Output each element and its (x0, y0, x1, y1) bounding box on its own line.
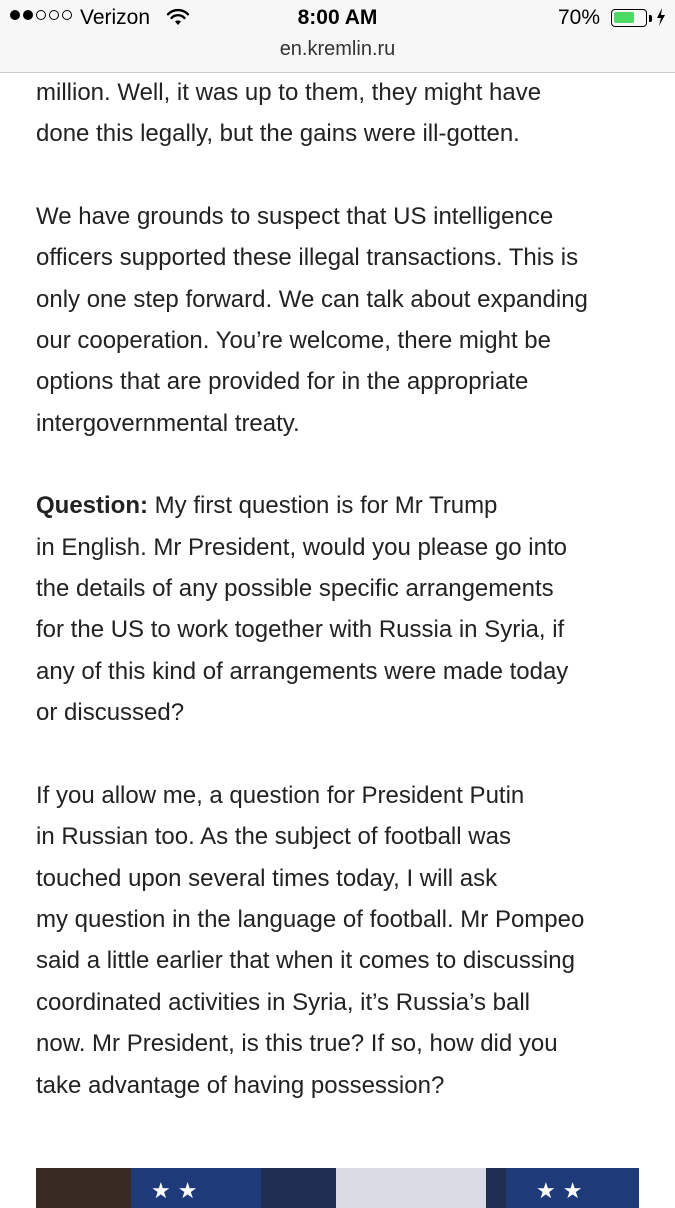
battery-percent: 70% (557, 6, 600, 29)
status-bar (0, 0, 675, 38)
svg-text:★ ★: ★ ★ (151, 1179, 198, 1204)
us-flag-image (131, 1168, 261, 1208)
charging-bolt-icon (656, 8, 666, 31)
address-bar[interactable] (0, 38, 675, 73)
url-text[interactable]: en.kremlin.ru (279, 38, 396, 60)
question-text: My first question is for Mr Trump in English. Mr President, would you please go into the details of any possible specific arrangements for the US to work together with Russia in Syria, if any of this kind of arrangements were made today or discussed? (36, 492, 569, 727)
article-photo[interactable] (36, 1168, 639, 1208)
carrier-name: Verizon (80, 6, 151, 29)
article-body (36, 72, 646, 1106)
article-paragraph: million. Well, it was up to them, they might have done this legally, but the gains were ill-gotten. (36, 79, 542, 148)
russian-flag-image (336, 1168, 486, 1208)
question-paragraph (36, 485, 646, 733)
clock: 8:00 AM (297, 6, 378, 29)
article-paragraph: If you allow me, a question for President Putin in Russian too. As the subject of football was touched upon several times today, I will ask my question in the language of football. Mr Pompeo said a little earlier that when it comes to discussing coordinated activities in Syria, it’s Russia’s ball now. Mr President, is this true? If so, how did you take advantage of having possession? (36, 781, 585, 1099)
us-flag-image-right (506, 1168, 639, 1208)
article-paragraph: We have grounds to suspect that US intelligence officers supported these illegal transactions. This is only one step forward. We can talk about expanding our cooperation. You’re welcome, there might be options that are provided for in the appropriate intergovernmental treaty. (36, 202, 588, 437)
battery-icon (611, 9, 647, 27)
question-label: Question: (36, 492, 148, 520)
svg-text:★ ★: ★ ★ (536, 1179, 583, 1204)
